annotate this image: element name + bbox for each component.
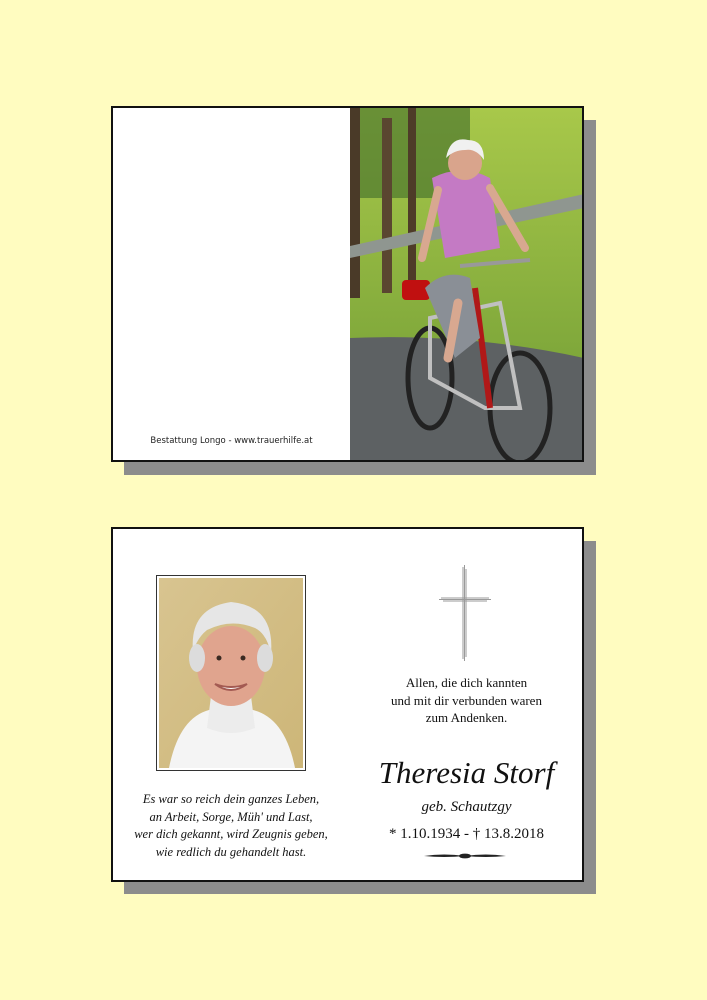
- poem-line: wer dich gekannt, wird Zeugnis geben,: [134, 827, 328, 841]
- dedication-line: Allen, die dich kannten: [405, 675, 528, 690]
- deceased-name: Theresia Storf: [378, 755, 555, 790]
- poem-line: wie redlich du gehandelt hast.: [155, 844, 307, 859]
- poem: [113, 791, 349, 861]
- portrait-photo: [156, 575, 306, 771]
- poem-line: Es war so reich dein ganzes Leben,: [142, 792, 320, 806]
- dedication-line: zum Andenken.: [425, 710, 508, 725]
- life-dates: * 1.10.1934 - † 13.8.2018: [389, 826, 544, 842]
- dedication: [349, 674, 584, 727]
- card-front: [111, 106, 584, 462]
- dedication-line: und mit dir verbunden waren: [391, 692, 542, 708]
- card-inside: [111, 527, 584, 882]
- poem-line: an Arbeit, Sorge, Müh' und Last,: [149, 809, 313, 824]
- bicycle-photo: [350, 108, 584, 460]
- birth-name: geb. Schautzgy: [421, 799, 512, 815]
- ornament-divider-icon: [424, 850, 506, 862]
- funeral-home-credit: Bestattung Longo - www.trauerhilfe.at: [150, 436, 313, 446]
- cross-icon: [439, 565, 491, 661]
